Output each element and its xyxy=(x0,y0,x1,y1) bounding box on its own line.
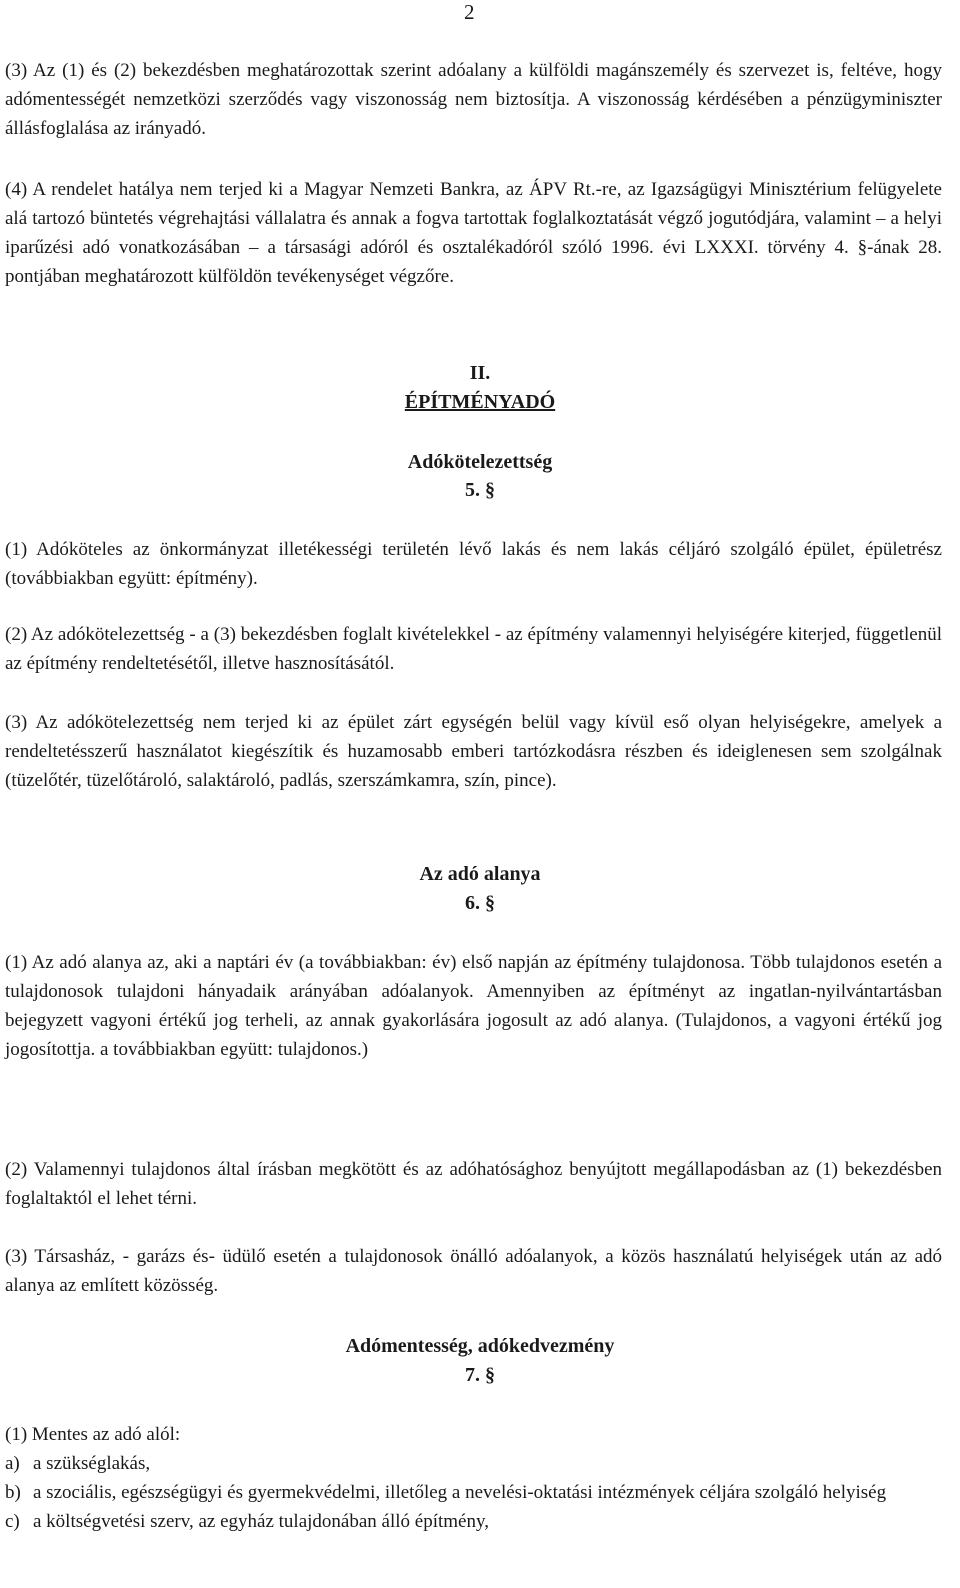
list-item-text: a szükséglakás, xyxy=(33,1453,151,1474)
list-item-text: a szociális, egészségügyi és gyermekvédelmi, illetőleg a nevelési-oktatási intézmények céljára szolgáló helyiség xyxy=(33,1482,887,1503)
paragraph-7-1: (1) Mentes az adó alól: xyxy=(5,1424,181,1445)
list-item-marker: a) xyxy=(5,1453,20,1474)
list-item-marker: c) xyxy=(5,1511,20,1532)
heading-ado-alanya: Az adó alanya xyxy=(419,863,541,885)
exemption-list xyxy=(5,1449,942,1536)
list-item xyxy=(5,1507,942,1536)
section-6-number: 6. § xyxy=(465,892,495,914)
list-item xyxy=(5,1449,942,1478)
paragraph-6-2: (2) Valamennyi tulajdonos által írásban megkötött és az adóhatósághoz benyújtott megállapodásban az (1) bekezdésben foglaltaktól el lehet térni. xyxy=(5,1159,942,1209)
section-5-number: 5. § xyxy=(465,479,495,501)
heading-adomentesseg: Adómentesség, adókedvezmény xyxy=(345,1335,615,1357)
paragraph-5-2: (2) Az adókötelezettség - a (3) bekezdésben foglalt kivételekkel - az építmény valamennyi helyiségére kiterjed, függetlenül az építmény rendeltetésétől, illetve hasznosításától. xyxy=(5,624,942,674)
paragraph-6-1: (1) Az adó alanya az, aki a naptári év (a továbbiakban: év) első napján az építmény tulajdonosa. Több tulajdonos esetén a tulajdonosok tulajdoni hányadaik arányában adóalanyok. Amennyiben az építményt az ingatlan-nyilvántartásban bejegyzett vagyoni értékű jog terheli, az annak gyakorlására jogosult az adó alanya. (Tulajdonos, a vagyoni értékű jog jogosítottja. a továbbiakban együtt: tulajdonos.) xyxy=(5,952,942,1060)
chapter-number: II. xyxy=(469,362,491,384)
list-item-text: a költségvetési szerv, az egyház tulajdonában álló építmény, xyxy=(33,1511,489,1532)
heading-adokotelezettseg: Adókötelezettség xyxy=(407,451,553,473)
list-item xyxy=(5,1478,942,1507)
section-7-number: 7. § xyxy=(465,1364,495,1386)
paragraph-4-4: (4) A rendelet hatálya nem terjed ki a Magyar Nemzeti Bankra, az ÁPV Rt.-re, az Igazságügyi Minisztérium felügyelete alá tartozó büntetés végrehajtási vállalatra és annak a fogva tartottak foglalkoztatását végző jogutódjára, valamint – a helyi iparűzési adó vonatkozásában – a társasági adóról és osztalékadóról szóló 1996. évi LXXXI. törvény 4. §-ának 28. pontjában meghatározott külföldön tevékenységet végzőre. xyxy=(5,179,942,287)
paragraph-5-1: (1) Adóköteles az önkormányzat illetékességi területén lévő lakás és nem lakás céljáró szolgáló épület, épületrész (továbbiakban együtt: építmény). xyxy=(5,539,942,589)
paragraph-5-3: (3) Az adókötelezettség nem terjed ki az épület zárt egységén belül vagy kívül eső olyan helyiségekre, amelyek a rendeltetésszerű használatot kiegészítik és huzamosabb emberi tartózkodásra részben és ideiglenesen sem szolgálnak (tüzelőtér, tüzelőtároló, salaktároló, padlás, szerszámkamra, szín, pince). xyxy=(5,712,942,791)
page-number: 2 xyxy=(464,0,475,24)
paragraph-4-3: (3) Az (1) és (2) bekezdésben meghatározottak szerint adóalany a külföldi magánszemély és szervezet is, feltéve, hogy adómentességét nemzetközi szerződés vagy viszonosság nem biztosítja. A viszonosság kérdésében a pénzügyminiszter állásfoglalása az irányadó. xyxy=(5,60,942,139)
list-item-marker: b) xyxy=(5,1482,21,1503)
chapter-title: ÉPÍTMÉNYADÓ xyxy=(404,391,556,413)
paragraph-6-3: (3) Társasház, - garázs és- üdülő esetén a tulajdonosok önálló adóalanyok, a közös használatú helyiségek után az adó alanya az említett közösség. xyxy=(5,1246,942,1296)
